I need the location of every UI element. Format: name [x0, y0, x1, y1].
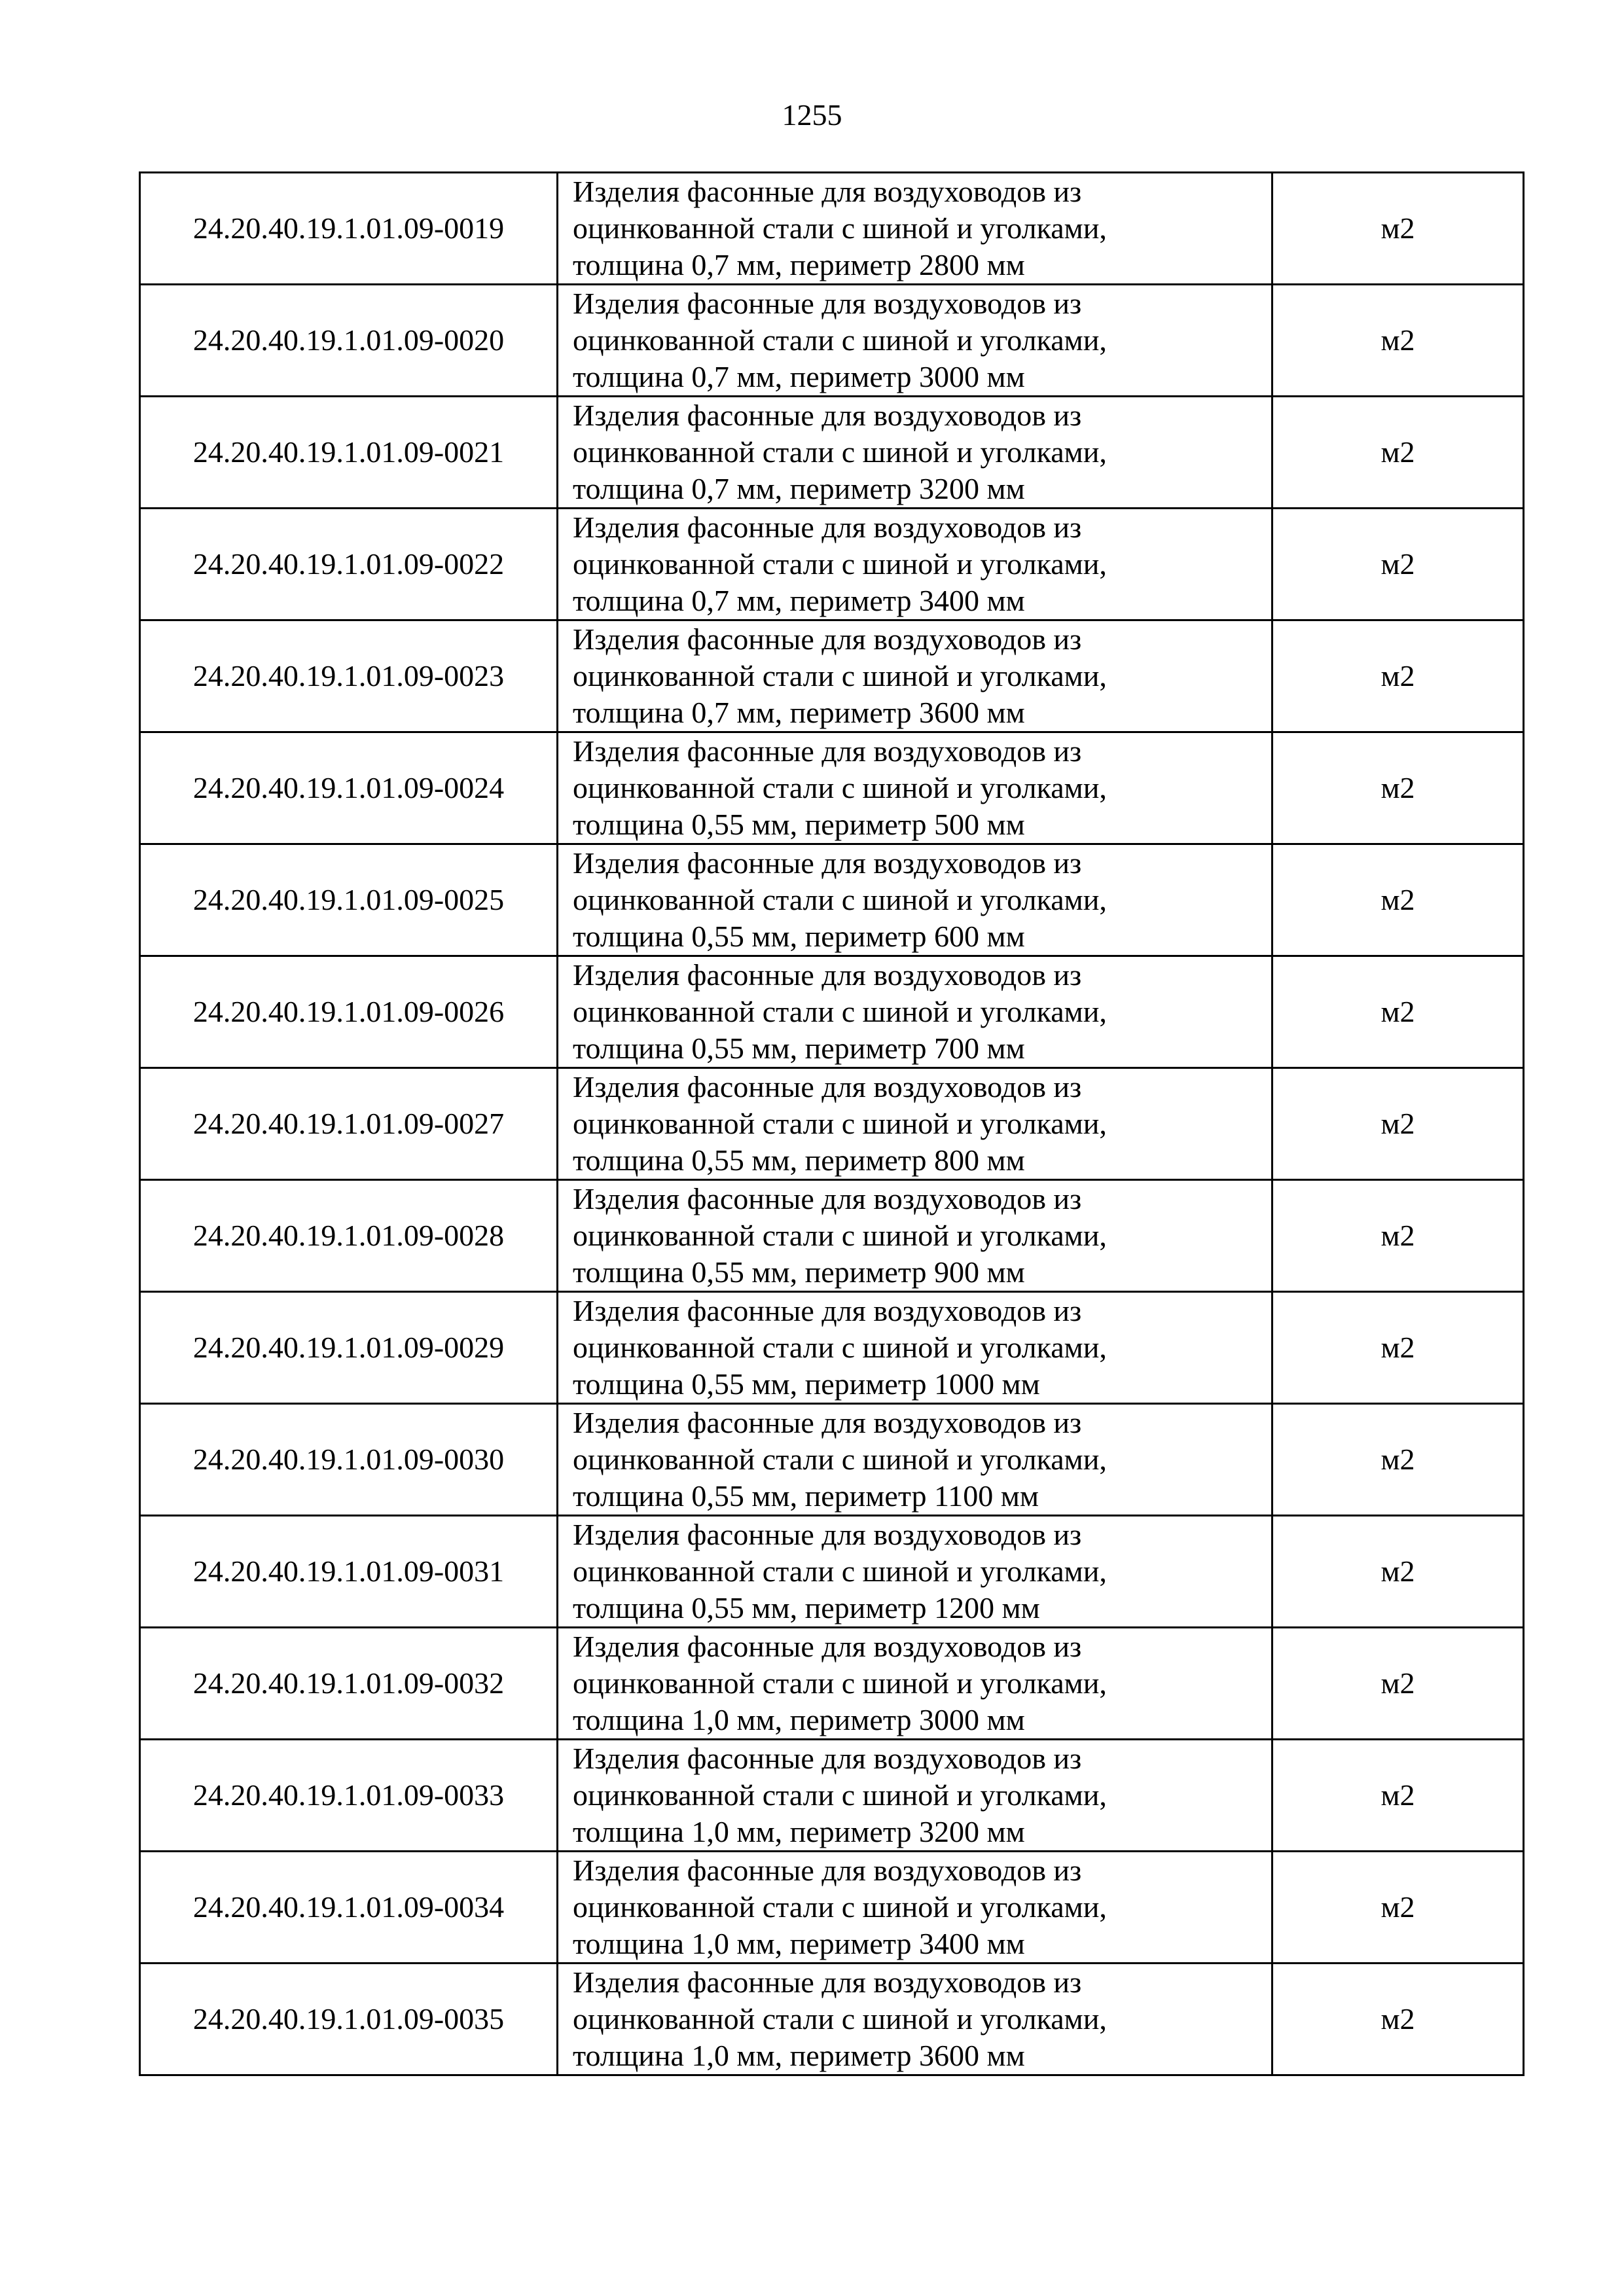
resource-description-cell — [558, 1628, 1272, 1740]
description-line: толщина 0,55 мм, периметр 700 мм — [573, 1031, 1025, 1065]
unit-cell: м2 — [1272, 1068, 1524, 1180]
resource-description-cell — [558, 844, 1272, 956]
table-row — [140, 844, 1524, 956]
description-line: Изделия фасонные для воздуховодов из — [573, 175, 1082, 208]
resource-code-cell: 24.20.40.19.1.01.09-0023 — [140, 620, 558, 732]
description-line: Изделия фасонные для воздуховодов из — [573, 1070, 1082, 1103]
unit-cell: м2 — [1272, 1628, 1524, 1740]
unit-cell: м2 — [1272, 1964, 1524, 2075]
description-line: Изделия фасонные для воздуховодов из — [573, 846, 1082, 880]
description-line: Изделия фасонные для воздуховодов из — [573, 1182, 1082, 1215]
description-line: оцинкованной стали с шиной и уголками, — [573, 1107, 1107, 1140]
description-line: толщина 0,7 мм, периметр 3400 мм — [573, 584, 1025, 617]
table-row — [140, 1852, 1524, 1964]
resource-table — [139, 171, 1525, 2076]
description-line: толщина 0,55 мм, периметр 900 мм — [573, 1255, 1025, 1289]
table-row — [140, 1740, 1524, 1852]
description-line: оцинкованной стали с шиной и уголками, — [573, 547, 1107, 581]
table-row — [140, 732, 1524, 844]
table-row — [140, 956, 1524, 1068]
table-row — [140, 620, 1524, 732]
resource-description-cell — [558, 1740, 1272, 1852]
description-line: Изделия фасонные для воздуховодов из — [573, 1742, 1082, 1775]
description-line: толщина 0,55 мм, периметр 1000 мм — [573, 1367, 1040, 1401]
description-line: Изделия фасонные для воздуховодов из — [573, 958, 1082, 992]
unit-cell: м2 — [1272, 956, 1524, 1068]
table-row — [140, 397, 1524, 509]
description-line: Изделия фасонные для воздуховодов из — [573, 1965, 1082, 1999]
description-line: оцинкованной стали с шиной и уголками, — [573, 1443, 1107, 1476]
description-line: оцинкованной стали с шиной и уголками, — [573, 435, 1107, 469]
description-line: толщина 0,55 мм, периметр 500 мм — [573, 808, 1025, 841]
description-line: толщина 0,55 мм, периметр 1200 мм — [573, 1591, 1040, 1624]
resource-code-cell: 24.20.40.19.1.01.09-0025 — [140, 844, 558, 956]
table-row — [140, 1068, 1524, 1180]
description-line: оцинкованной стали с шиной и уголками, — [573, 1778, 1107, 1812]
unit-cell: м2 — [1272, 1852, 1524, 1964]
resource-description-cell — [558, 956, 1272, 1068]
resource-description-cell — [558, 732, 1272, 844]
description-line: толщина 1,0 мм, периметр 3200 мм — [573, 1815, 1025, 1848]
resource-code-cell: 24.20.40.19.1.01.09-0031 — [140, 1516, 558, 1628]
unit-cell: м2 — [1272, 1292, 1524, 1404]
resource-description-cell — [558, 1852, 1272, 1964]
description-line: оцинкованной стали с шиной и уголками, — [573, 1331, 1107, 1364]
resource-code-cell: 24.20.40.19.1.01.09-0020 — [140, 285, 558, 397]
description-line: оцинкованной стали с шиной и уголками, — [573, 1890, 1107, 1924]
resource-code-cell: 24.20.40.19.1.01.09-0032 — [140, 1628, 558, 1740]
unit-cell: м2 — [1272, 620, 1524, 732]
description-line: оцинкованной стали с шиной и уголками, — [573, 1666, 1107, 1700]
description-line: толщина 0,7 мм, периметр 3000 мм — [573, 360, 1025, 393]
resource-description-cell — [558, 1964, 1272, 2075]
description-line: толщина 0,7 мм, периметр 3200 мм — [573, 472, 1025, 505]
resource-description-cell — [558, 1292, 1272, 1404]
table-row — [140, 1516, 1524, 1628]
description-line: оцинкованной стали с шиной и уголками, — [573, 995, 1107, 1028]
resource-description-cell — [558, 397, 1272, 509]
table-row — [140, 1292, 1524, 1404]
resource-code-cell: 24.20.40.19.1.01.09-0024 — [140, 732, 558, 844]
resource-description-cell — [558, 173, 1272, 285]
description-line: Изделия фасонные для воздуховодов из — [573, 1854, 1082, 1887]
resource-code-cell: 24.20.40.19.1.01.09-0035 — [140, 1964, 558, 2075]
description-line: Изделия фасонные для воздуховодов из — [573, 1518, 1082, 1551]
resource-description-cell — [558, 1180, 1272, 1292]
unit-cell: м2 — [1272, 285, 1524, 397]
resource-description-cell — [558, 620, 1272, 732]
description-line: толщина 0,55 мм, периметр 1100 мм — [573, 1479, 1039, 1513]
description-line: оцинкованной стали с шиной и уголками, — [573, 1554, 1107, 1588]
description-line: толщина 0,7 мм, периметр 2800 мм — [573, 248, 1025, 281]
description-line: Изделия фасонные для воздуховодов из — [573, 622, 1082, 656]
resource-code-cell: 24.20.40.19.1.01.09-0034 — [140, 1852, 558, 1964]
description-line: толщина 0,55 мм, периметр 600 мм — [573, 920, 1025, 953]
unit-cell: м2 — [1272, 1404, 1524, 1516]
resource-code-cell: 24.20.40.19.1.01.09-0026 — [140, 956, 558, 1068]
table-row — [140, 509, 1524, 620]
resource-code-cell: 24.20.40.19.1.01.09-0019 — [140, 173, 558, 285]
description-line: оцинкованной стали с шиной и уголками, — [573, 659, 1107, 692]
resource-description-cell — [558, 1404, 1272, 1516]
resource-code-cell: 24.20.40.19.1.01.09-0030 — [140, 1404, 558, 1516]
unit-cell: м2 — [1272, 732, 1524, 844]
unit-cell: м2 — [1272, 509, 1524, 620]
table-row — [140, 285, 1524, 397]
description-line: оцинкованной стали с шиной и уголками, — [573, 211, 1107, 245]
resource-description-cell — [558, 509, 1272, 620]
description-line: Изделия фасонные для воздуховодов из — [573, 1406, 1082, 1439]
unit-cell: м2 — [1272, 173, 1524, 285]
resource-code-cell: 24.20.40.19.1.01.09-0022 — [140, 509, 558, 620]
description-line: толщина 0,55 мм, периметр 800 мм — [573, 1143, 1025, 1177]
resource-description-cell — [558, 285, 1272, 397]
unit-cell: м2 — [1272, 1180, 1524, 1292]
description-line: оцинкованной стали с шиной и уголками, — [573, 883, 1107, 916]
description-line: Изделия фасонные для воздуховодов из — [573, 511, 1082, 544]
table-row — [140, 1628, 1524, 1740]
resource-code-cell: 24.20.40.19.1.01.09-0028 — [140, 1180, 558, 1292]
table-row — [140, 173, 1524, 285]
unit-cell: м2 — [1272, 397, 1524, 509]
description-line: оцинкованной стали с шиной и уголками, — [573, 771, 1107, 804]
resource-code-cell: 24.20.40.19.1.01.09-0033 — [140, 1740, 558, 1852]
table-row — [140, 1404, 1524, 1516]
description-line: толщина 1,0 мм, периметр 3000 мм — [573, 1703, 1025, 1736]
table-row — [140, 1180, 1524, 1292]
description-line: толщина 0,7 мм, периметр 3600 мм — [573, 696, 1025, 729]
description-line: Изделия фасонные для воздуховодов из — [573, 399, 1082, 432]
description-line: толщина 1,0 мм, периметр 3600 мм — [573, 2039, 1025, 2072]
unit-cell: м2 — [1272, 1516, 1524, 1628]
resource-description-cell — [558, 1068, 1272, 1180]
unit-cell: м2 — [1272, 844, 1524, 956]
resource-code-cell: 24.20.40.19.1.01.09-0029 — [140, 1292, 558, 1404]
unit-cell: м2 — [1272, 1740, 1524, 1852]
description-line: Изделия фасонные для воздуховодов из — [573, 287, 1082, 320]
table-body — [140, 173, 1524, 2075]
description-line: Изделия фасонные для воздуховодов из — [573, 1630, 1082, 1663]
resource-description-cell — [558, 1516, 1272, 1628]
description-line: оцинкованной стали с шиной и уголками, — [573, 2002, 1107, 2036]
table-row — [140, 1964, 1524, 2075]
description-line: толщина 1,0 мм, периметр 3400 мм — [573, 1927, 1025, 1960]
description-line: оцинкованной стали с шиной и уголками, — [573, 1219, 1107, 1252]
description-line: оцинкованной стали с шиной и уголками, — [573, 323, 1107, 357]
description-line: Изделия фасонные для воздуховодов из — [573, 734, 1082, 768]
description-line: Изделия фасонные для воздуховодов из — [573, 1294, 1082, 1327]
resource-code-cell: 24.20.40.19.1.01.09-0021 — [140, 397, 558, 509]
page-number: 1255 — [782, 98, 842, 132]
resource-code-cell: 24.20.40.19.1.01.09-0027 — [140, 1068, 558, 1180]
